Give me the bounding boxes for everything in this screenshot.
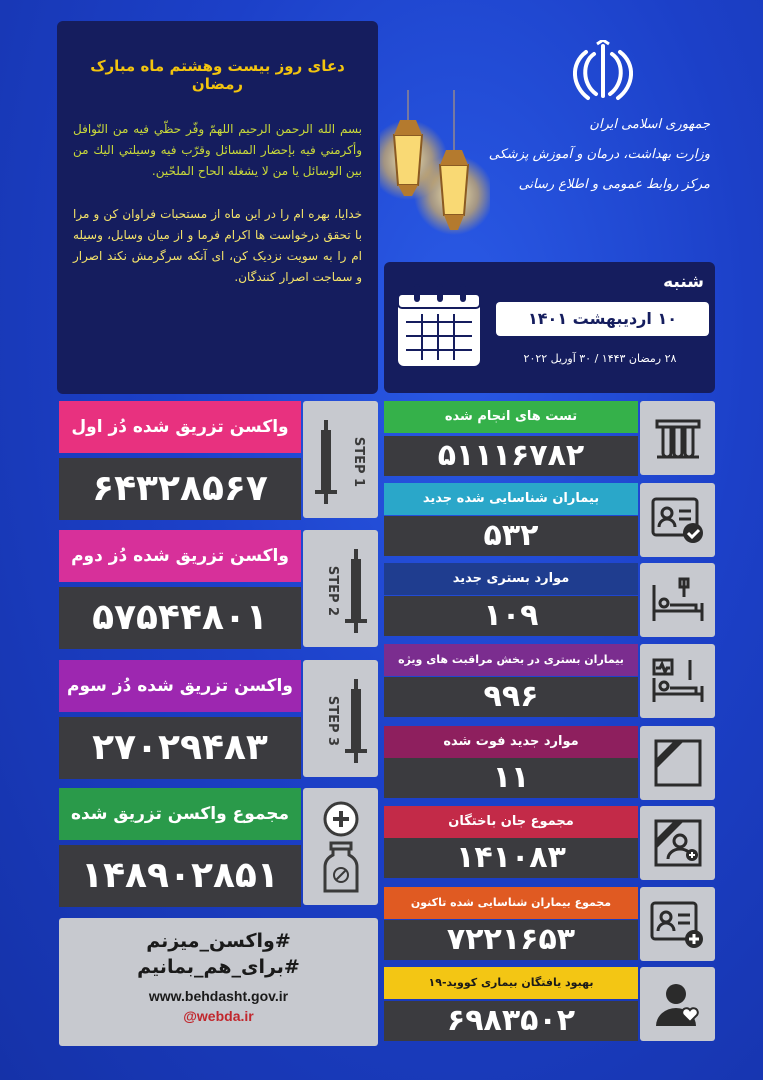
website-link[interactable]: www.behdasht.gov.ir — [148, 988, 289, 1004]
stat-label-new-cases: بیماران شناسایی شده جدید — [384, 483, 638, 515]
stat-label-tests: تست های انجام شده — [384, 401, 638, 433]
stat-value-tests: ۵۱۱۱۶۷۸۲ — [384, 436, 638, 476]
syringe-step3-icon — [303, 660, 378, 777]
stat-label-total-deaths: مجموع جان باختگان — [384, 806, 638, 838]
vaccine-label-dose1: واکسن تزریق شده دُز اول — [59, 401, 301, 453]
ministry-line-3: مرکز روابط عمومی و اطلاع رسانی — [518, 177, 710, 192]
stat-value-recovered: ۶۹۸۳۵۰۲ — [384, 1001, 638, 1041]
hashtag-stay-for-each-other: #برای_هم_بمانیم — [137, 956, 300, 978]
vaccine-step-label-1: STEP 1 — [350, 436, 366, 487]
vaccine-value-total: ۱۴۸۹۰۲۸۵۱ — [59, 845, 301, 907]
stat-value-total-deaths: ۱۴۱۰۸۳ — [384, 838, 638, 878]
stat-label-recovered: بهبود یافتگان بیماری کووید-۱۹ — [384, 967, 638, 999]
mourning-ribbon-icon — [640, 726, 715, 800]
footer-panel — [59, 918, 378, 1046]
patient-check-icon — [640, 483, 715, 557]
stat-value-total-cases: ۷۲۲۱۶۵۳ — [384, 920, 638, 960]
ministry-line-1: جمهوری اسلامی ایران — [589, 117, 710, 132]
vaccine-step-label-2: STEP 2 — [324, 565, 340, 616]
hashtag-vaccinate: #واکسن_میزنم — [146, 930, 291, 952]
stat-label-new-deaths: موارد جدید فوت شده — [384, 726, 638, 758]
stat-value-new-deaths: ۱۱ — [384, 758, 638, 798]
syringe-step1-icon — [303, 401, 378, 518]
vaccine-label-dose2: واکسن تزریق شده دُز دوم — [59, 530, 301, 582]
social-handle[interactable]: @webda.ir — [183, 1008, 254, 1024]
calendar-icon — [394, 280, 486, 372]
test-tubes-icon — [640, 401, 715, 475]
stat-value-new-cases: ۵۳۲ — [384, 516, 638, 556]
iran-emblem-icon — [568, 40, 638, 102]
date-panel — [384, 262, 715, 393]
dua-persian-text: خدايا، بهره ام را در اين ماه از مستحبات فراوان كن و مرا با تحقق درخواست ها اكرام فرما و از ميان وسايل، وسيله ام را به سويت نزديک كن، ای آنكه سرگرمش نكند اصرار و سماجت اصرار كنندگان. — [73, 207, 362, 284]
stat-label-icu: بیماران بستری در بخش مراقبت های ویژه — [384, 644, 638, 676]
icu-icon — [640, 644, 715, 718]
stat-value-new-hospitalized: ۱۰۹ — [384, 596, 638, 636]
vaccine-label-total: مجموع واکسن تزریق شده — [59, 788, 301, 840]
syringe-step2-icon — [303, 530, 378, 647]
date-lunar-gregorian: ۲۸ رمضان ۱۴۴۳ / ۳۰ آوریل ۲۰۲۲ — [523, 352, 677, 365]
vaccine-step-label-3: STEP 3 — [324, 695, 340, 746]
dua-title: دعای روز بیست وهشتم ماه مبارک رمضان — [90, 57, 345, 93]
vaccine-value-dose2: ۵۷۵۴۴۸۰۱ — [59, 587, 301, 649]
ministry-line-2: وزارت بهداشت، درمان و آموزش پزشکی — [488, 147, 710, 162]
deceased-total-icon — [640, 806, 715, 880]
hospital-bed-icon — [640, 563, 715, 637]
dua-arabic-text: بسم الله الرحمن الرحيم اللهمّ وفّر حظّي فيه من النّوافل وأكرمني فيه بإحضار المسائل وقرّب فيه وسيلتي اليك من بين الوسائل يا من لا يشغله الحاح الملحّين. — [73, 122, 362, 178]
stat-label-new-hospitalized: موارد بستری جدید — [384, 563, 638, 595]
stat-value-icu: ۹۹۶ — [384, 677, 638, 717]
recovered-icon — [640, 967, 715, 1041]
vaccine-vial-icon — [303, 788, 378, 905]
vaccine-value-dose3: ۲۷۰۲۹۴۸۳ — [59, 717, 301, 779]
ramadan-lanterns-icon — [380, 90, 490, 260]
dua-panel — [57, 21, 378, 394]
date-weekday: شنبه — [663, 272, 704, 292]
vaccine-value-dose1: ۶۴۳۲۸۵۶۷ — [59, 458, 301, 520]
patient-total-icon — [640, 887, 715, 961]
vaccine-label-dose3: واکسن تزریق شده دُز سوم — [59, 660, 301, 712]
date-solar: ۱۰ اردیبهشت ۱۴۰۱ — [496, 302, 709, 336]
stat-label-total-cases: مجموع بیماران شناسایی شده تاکنون — [384, 887, 638, 919]
